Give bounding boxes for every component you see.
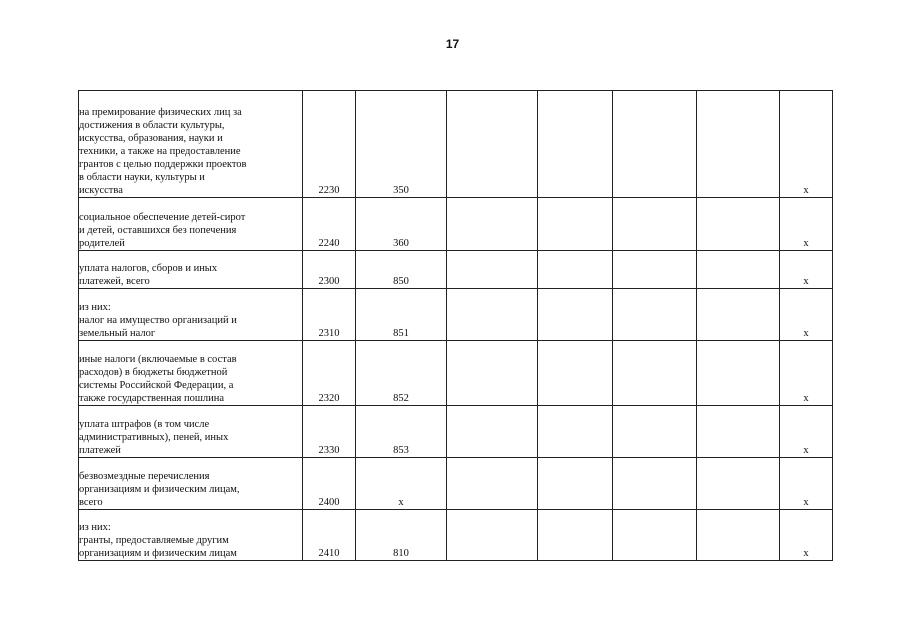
empty-cell — [538, 198, 613, 251]
empty-cell — [538, 91, 613, 198]
row-last-value: х — [780, 406, 833, 458]
row-last-value: х — [780, 341, 833, 406]
row-code: 2400 — [303, 458, 356, 510]
description-line: платежей, всего — [79, 276, 150, 287]
empty-cell — [613, 251, 697, 289]
row-code: 2320 — [303, 341, 356, 406]
empty-cell — [697, 91, 780, 198]
report-table — [78, 90, 833, 561]
empty-cell — [697, 341, 780, 406]
row-description — [79, 406, 303, 458]
description-line: всего — [79, 497, 103, 508]
description-line: расходов) в бюджеты бюджетной — [79, 367, 228, 378]
empty-cell — [447, 251, 538, 289]
row-description — [79, 289, 303, 341]
table-row — [79, 289, 833, 341]
row-kbk: 851 — [356, 289, 447, 341]
description-line: искусства — [79, 185, 123, 196]
empty-cell — [697, 458, 780, 510]
description-line: уплата штрафов (в том числе — [79, 419, 210, 430]
row-description — [79, 510, 303, 561]
empty-cell — [447, 341, 538, 406]
description-line: из них: — [79, 302, 111, 313]
description-line: платежей — [79, 445, 121, 456]
row-description — [79, 341, 303, 406]
row-last-value: х — [780, 198, 833, 251]
table-row — [79, 341, 833, 406]
description-line: грантов с целью поддержки проектов — [79, 159, 247, 170]
description-line: уплата налогов, сборов и иных — [79, 263, 218, 274]
description-line: социальное обеспечение детей-сирот — [79, 212, 246, 223]
empty-cell — [697, 251, 780, 289]
description-line: в области науки, культуры и — [79, 172, 205, 183]
table-row — [79, 510, 833, 561]
description-line: техники, а также на предоставление — [79, 146, 241, 157]
description-line: административных), пеней, иных — [79, 432, 229, 443]
empty-cell — [613, 91, 697, 198]
row-description — [79, 198, 303, 251]
page-number: 17 — [445, 37, 460, 51]
description-line: также государственная пошлина — [79, 393, 225, 404]
table-row — [79, 406, 833, 458]
row-description — [79, 251, 303, 289]
description-line: безвозмездные перечисления — [79, 471, 210, 482]
empty-cell — [697, 198, 780, 251]
empty-cell — [697, 510, 780, 561]
row-kbk: 850 — [356, 251, 447, 289]
row-last-value: х — [780, 91, 833, 198]
empty-cell — [613, 458, 697, 510]
description-line: гранты, предоставляемые другим — [79, 535, 229, 546]
empty-cell — [538, 510, 613, 561]
description-line: иные налоги (включаемые в состав — [79, 354, 237, 365]
row-kbk: х — [356, 458, 447, 510]
empty-cell — [538, 251, 613, 289]
empty-cell — [613, 510, 697, 561]
description-line: искусства, образования, науки и — [79, 133, 223, 144]
row-code: 2240 — [303, 198, 356, 251]
row-kbk: 852 — [356, 341, 447, 406]
empty-cell — [697, 289, 780, 341]
description-line: земельный налог — [79, 328, 156, 339]
empty-cell — [447, 458, 538, 510]
empty-cell — [447, 510, 538, 561]
row-kbk: 810 — [356, 510, 447, 561]
row-code: 2230 — [303, 91, 356, 198]
row-kbk: 853 — [356, 406, 447, 458]
table-row — [79, 458, 833, 510]
row-kbk: 350 — [356, 91, 447, 198]
description-line: на премирование физических лиц за — [79, 107, 242, 118]
row-last-value: х — [780, 510, 833, 561]
empty-cell — [447, 91, 538, 198]
empty-cell — [613, 406, 697, 458]
empty-cell — [538, 289, 613, 341]
empty-cell — [613, 289, 697, 341]
description-line: из них: — [79, 522, 111, 533]
empty-cell — [538, 341, 613, 406]
empty-cell — [697, 406, 780, 458]
description-line: достижения в области культуры, — [79, 120, 225, 131]
empty-cell — [447, 198, 538, 251]
row-last-value: х — [780, 289, 833, 341]
row-last-value: х — [780, 251, 833, 289]
table-row — [79, 91, 833, 198]
table-row — [79, 251, 833, 289]
row-description — [79, 91, 303, 198]
row-code: 2410 — [303, 510, 356, 561]
empty-cell — [447, 289, 538, 341]
row-code: 2310 — [303, 289, 356, 341]
description-line: организациям и физическим лицам, — [79, 484, 240, 495]
row-code: 2300 — [303, 251, 356, 289]
row-description — [79, 458, 303, 510]
row-last-value: х — [780, 458, 833, 510]
empty-cell — [613, 198, 697, 251]
description-line: системы Российской Федерации, а — [79, 380, 234, 391]
description-line: организациям и физическим лицам — [79, 548, 237, 559]
table-row — [79, 198, 833, 251]
empty-cell — [538, 406, 613, 458]
row-kbk: 360 — [356, 198, 447, 251]
empty-cell — [538, 458, 613, 510]
description-line: и детей, оставшихся без попечения — [79, 225, 237, 236]
description-line: родителей — [79, 238, 125, 249]
description-line: налог на имущество организаций и — [79, 315, 237, 326]
empty-cell — [447, 406, 538, 458]
row-code: 2330 — [303, 406, 356, 458]
empty-cell — [613, 341, 697, 406]
